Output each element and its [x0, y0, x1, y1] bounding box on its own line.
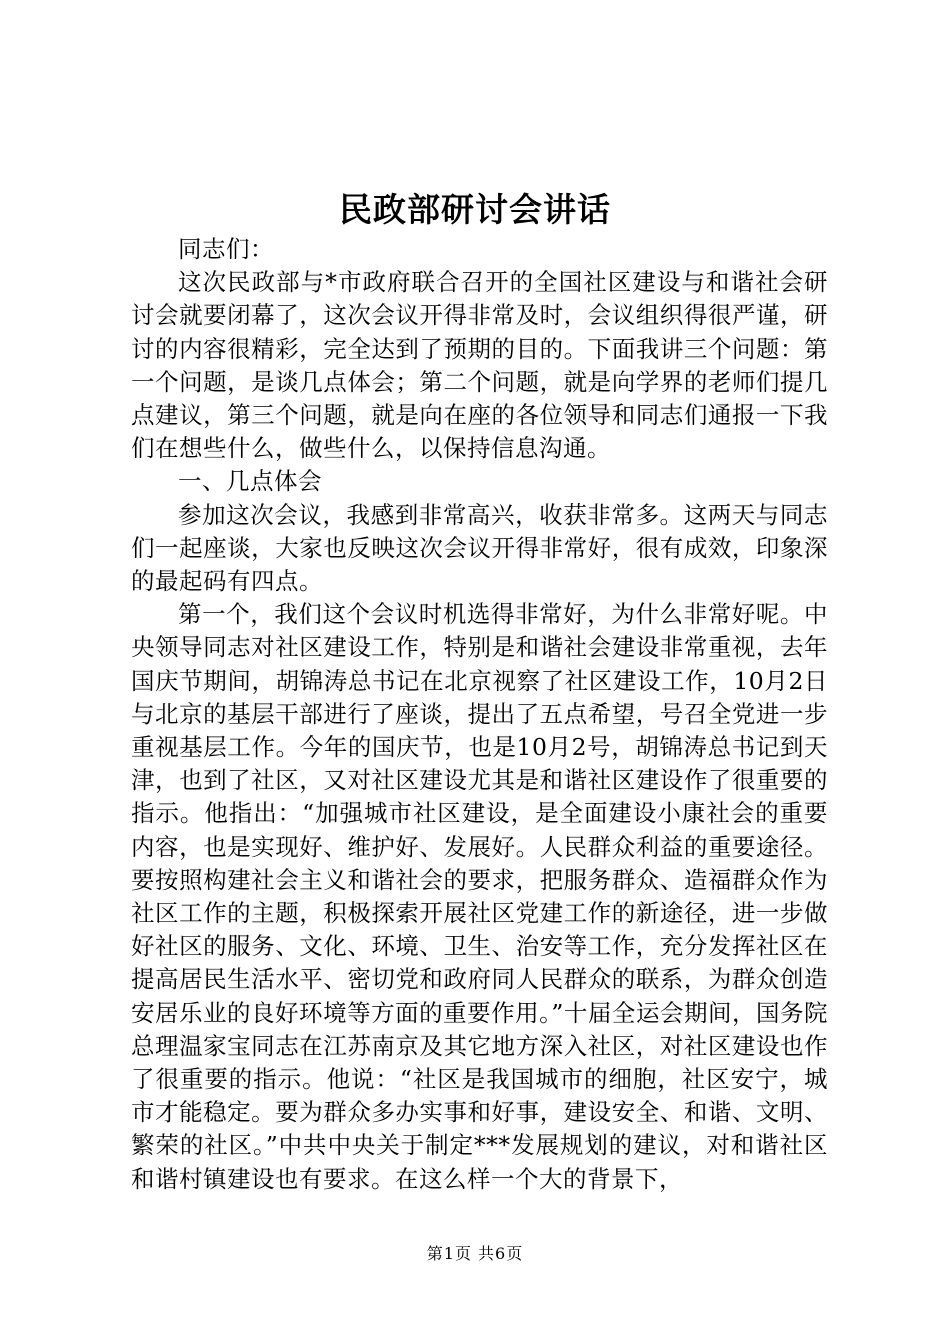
page-footer: 第1页 共6页 [426, 1244, 524, 1263]
paragraph-intro: 这次民政部与*市政府联合召开的全国社区建设与和谐社会研讨会就要闭幕了，这次会议开得非常及时，会议组织得很严谨，研讨的内容很精彩，完全达到了预期的目的。下面我讲三个问题：第一个问题，是谈几点体会；第二个问题，就是向学界的老师们提几点建议，第三个问题，就是向在座的各位领导和同志们通报一下我们在想些什么，做些什么，以保持信息沟通。 [131, 268, 828, 463]
document-title: 民政部研讨会讲话 [339, 190, 611, 229]
paragraph-impressions: 参加这次会议，我感到非常高兴，收获非常多。这两天与同志们一起座谈，大家也反映这次会议开得非常好，很有成效，印象深的最起码有四点。 [131, 500, 828, 596]
paragraph-first-point: 第一个，我们这个会议时机选得非常好，为什么非常好呢。中央领导同志对社区建设工作，特别是和谐社会建设非常重视，去年国庆节期间，胡锦涛总书记在北京视察了社区建设工作，10月2日与北京的基层干部进行了座谈，提出了五点希望，号召全党进一步重视基层工作。今年的国庆节，也是10月2号，胡锦涛总书记到天津，也到了社区，又对社区建设尤其是和谐社区建设作了很重要的指示。他指出：“加强城市社区建设，是全面建设小康社会的重要内容，也是实现好、维护好、发展好。人民群众利益的重要途径。要按照构建社会主义和谐社会的要求，把服务群众、造福群众作为社区工作的主题，积极探索开展社区党建工作的新途径，进一步做好社区的服务、文化、环境、卫生、治安等工作，充分发挥社区在提高居民生活水平、密切党和政府同人民群众的联系，为群众创造安居乐业的良好环境等方面的重要作用。”十届全运会期间，国务院总理温家宝同志在江苏南京及其它地方深入社区，对社区建设也作了很重要的指示。他说：“社区是我国城市的细胞，社区安宁，城市才能稳定。要为群众多办实事和好事，建设安全、和谐、文明、繁荣的社区。”中共中央关于制定***发展规划的建议，对和谐社区和谐村镇建设也有要求。在这么样一个大的背景下， [131, 600, 828, 1193]
document-body [131, 233, 828, 1196]
section-heading: 一、几点体会 [178, 467, 322, 496]
salutation: 同志们： [178, 235, 274, 263]
